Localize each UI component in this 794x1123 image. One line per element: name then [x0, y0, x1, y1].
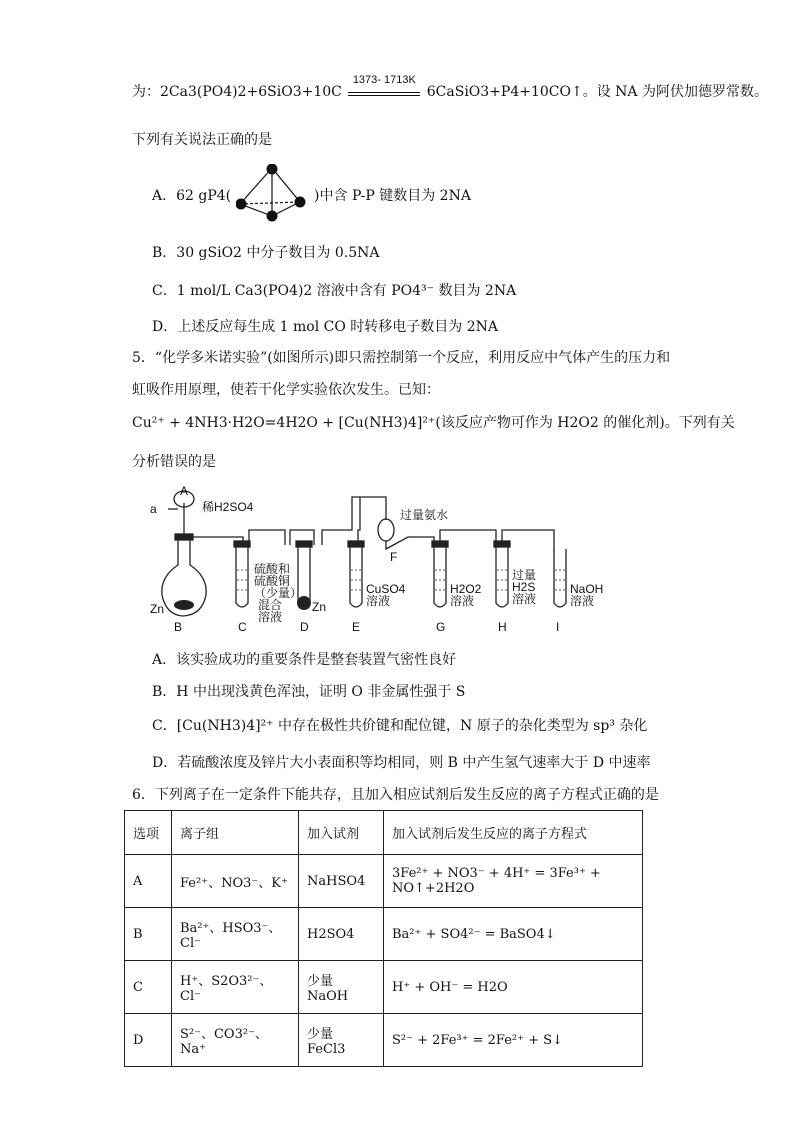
- q4-option-b[interactable]: B．30 gSiO2 中分子数目为 0.5NA: [152, 245, 380, 261]
- label-c-1: 硫酸和: [254, 562, 291, 576]
- q5-option-d[interactable]: D．若硫酸浓度及锌片大小表面积等均相同，则 B 中产生氢气速率大于 D 中速率: [152, 755, 651, 771]
- label-zn-b: Zn: [150, 602, 165, 616]
- cell-reagent: 少量 NaOH: [299, 961, 384, 1014]
- q5-stem-line3: 分析错误的是: [132, 454, 216, 470]
- letter-h: H: [498, 620, 507, 634]
- cell-reagent: NaHSO4: [299, 855, 384, 908]
- q6-table: [124, 810, 643, 1067]
- letter-g: G: [436, 620, 446, 634]
- cell-equation: 3Fe²⁺ + NO3⁻ + 4H⁺ = 3Fe³⁺ + NO↑+2H2O: [384, 855, 643, 908]
- q4-option-d[interactable]: D．上述反应每生成 1 mol CO 时转移电子数目为 2NA: [152, 319, 499, 335]
- label-zn-d: Zn: [312, 600, 327, 614]
- table-row: [125, 908, 643, 961]
- cell-equation: S²⁻ + 2Fe³⁺ = 2Fe²⁺ + S↓: [384, 1014, 643, 1067]
- table-row: [125, 855, 643, 908]
- p4-tetrahedron-figure: [236, 164, 310, 224]
- q5-stem-line1: 5．“化学多米诺实验”(如图所示)即只需控制第一个反应，利用反应中气体产生的压力和: [132, 350, 671, 366]
- label-e-1: CuSO4: [366, 582, 406, 596]
- label-g-1: H2O2: [450, 582, 482, 596]
- cell-option: A: [125, 855, 172, 908]
- cell-reagent: H2SO4: [299, 908, 384, 961]
- cell-ions: Fe²⁺、NO3⁻、K⁺: [172, 855, 299, 908]
- q4-stem: 下列有关说法正确的是: [132, 132, 272, 148]
- label-acid: 稀H2SO4: [202, 500, 254, 514]
- letter-d: D: [300, 620, 309, 634]
- label-h-3: 溶液: [512, 592, 537, 606]
- q4-option-a-pre: A．62 gP4(: [152, 188, 232, 204]
- letter-c: C: [238, 620, 247, 634]
- cell-equation: H⁺ + OH⁻ = H2O: [384, 961, 643, 1014]
- label-a: a: [150, 502, 157, 516]
- cell-reagent: 少量 FeCl3: [299, 1014, 384, 1067]
- q5-stem-line2: 虹吸作用原理，使若干化学实验依次发生。已知：: [132, 382, 440, 398]
- table-header-row: [125, 811, 643, 855]
- reaction-prefix: 为：2Ca3(PO4)2+6SiO3+10C: [132, 84, 342, 100]
- q4-option-a-post: )中含 P-P 键数目为 2NA: [314, 188, 471, 204]
- table-row: [125, 961, 643, 1014]
- letter-e: E: [352, 620, 361, 634]
- q4-option-c[interactable]: C．1 mol/L Ca3(PO4)2 溶液中含有 PO4³⁻ 数目为 2NA: [152, 283, 517, 299]
- label-c-2: 硫酸铜: [254, 574, 291, 588]
- q5-equation: Cu²⁺ + 4NH3·H2O=4H2O + [Cu(NH3)4]²⁺(该反应产物可作为 H2O2 的催化剂)。下列有关: [132, 415, 735, 431]
- q5-option-b[interactable]: B．H 中出现浅黄色浑浊，证明 O 非金属性强于 S: [152, 684, 466, 700]
- letter-i: I: [556, 620, 560, 634]
- reaction-arrow: [348, 74, 420, 102]
- table-row: [125, 1014, 643, 1067]
- cell-option: B: [125, 908, 172, 961]
- header-reagent: 加入试剂: [299, 811, 384, 855]
- reaction-condition: 1373- 1713K: [352, 74, 416, 86]
- label-g-2: 溶液: [450, 594, 475, 608]
- label-h-1: 过量: [512, 568, 537, 582]
- cell-option: D: [125, 1014, 172, 1067]
- header-equation: 加入试剂后发生反应的离子方程式: [384, 811, 643, 855]
- cell-equation: Ba²⁺ + SO4²⁻ = BaSO4↓: [384, 908, 643, 961]
- label-h-2: H2S: [512, 580, 536, 594]
- q4-option-a[interactable]: [152, 186, 471, 206]
- reaction-suffix: 6CaSiO3+P4+10CO↑。设 NA 为阿伏加德罗常数。: [426, 84, 768, 100]
- label-ammonia: 过量氨水: [400, 508, 449, 522]
- label-c-3: （少量）: [254, 586, 303, 600]
- cell-option: C: [125, 961, 172, 1014]
- label-f: F: [390, 550, 398, 564]
- label-c-5: 溶液: [258, 610, 283, 624]
- label-A: A: [180, 485, 189, 498]
- label-c-4: 混合: [258, 598, 283, 612]
- q5-option-c[interactable]: C．[Cu(NH3)4]²⁺ 中存在极性共价键和配位键，N 原子的杂化类型为 sp³ 杂化: [152, 718, 648, 734]
- reaction-line: [132, 74, 768, 102]
- header-ions: 离子组: [172, 811, 299, 855]
- domino-apparatus-diagram: [150, 485, 620, 635]
- label-i-2: 溶液: [570, 594, 595, 608]
- header-option: 选项: [125, 811, 172, 855]
- cell-ions: H⁺、S2O3²⁻、Cl⁻: [172, 961, 299, 1014]
- q5-option-a[interactable]: A．该实验成功的重要条件是整套装置气密性良好: [152, 652, 457, 668]
- label-i-1: NaOH: [570, 582, 604, 596]
- cell-ions: Ba²⁺、HSO3⁻、Cl⁻: [172, 908, 299, 961]
- q6-stem: 6．下列离子在一定条件下能共存，且加入相应试剂后发生反应的离子方程式正确的是: [132, 787, 659, 803]
- cell-ions: S²⁻、CO3²⁻、Na⁺: [172, 1014, 299, 1067]
- label-e-2: 溶液: [366, 594, 391, 608]
- letter-b: B: [174, 620, 183, 634]
